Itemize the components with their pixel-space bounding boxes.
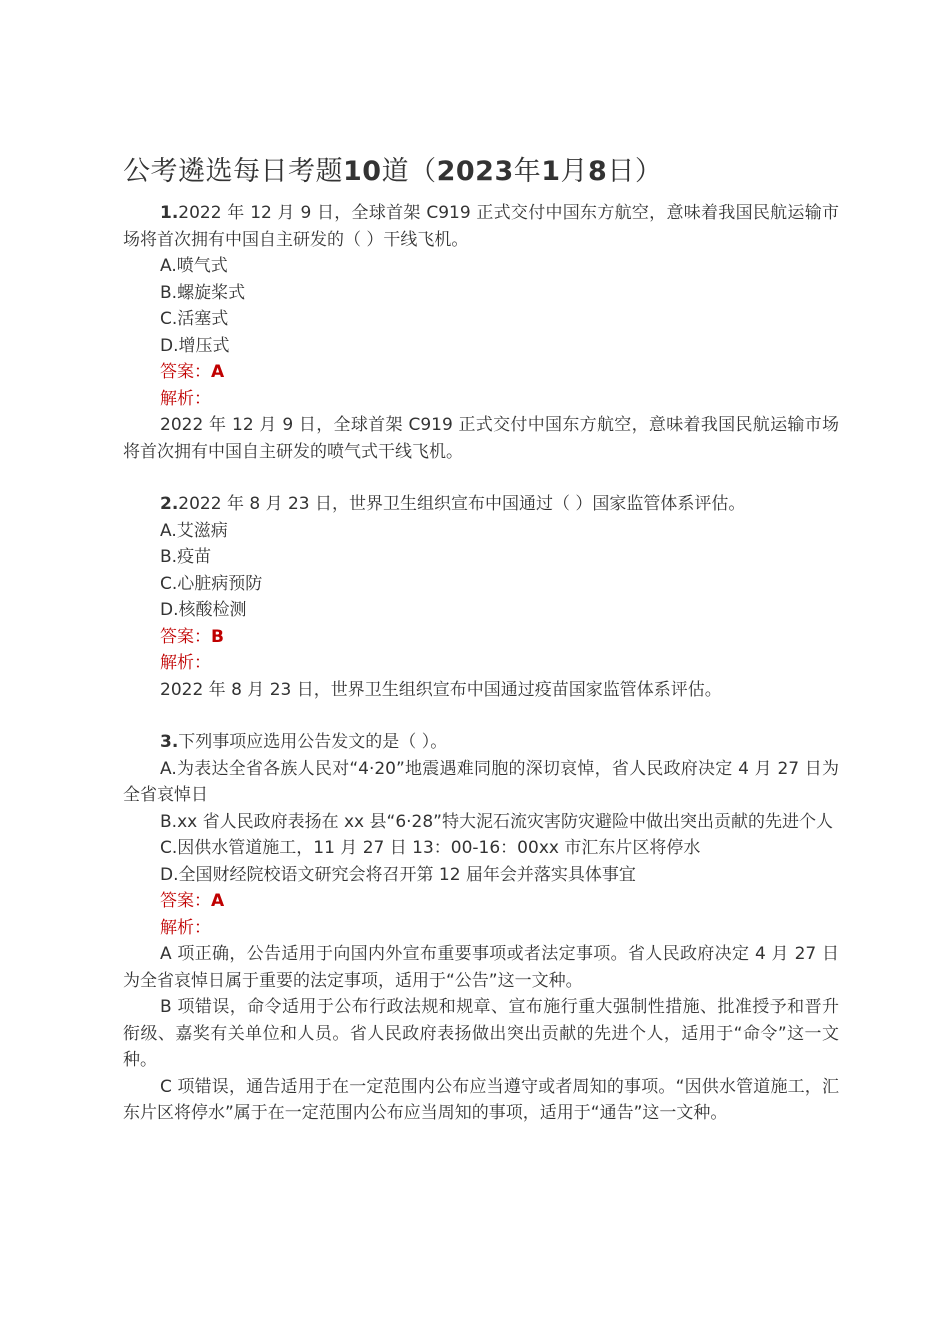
document-page [123, 152, 839, 1127]
question-1 [123, 200, 839, 465]
spacer [123, 465, 839, 491]
title-ri: 日） [607, 156, 663, 187]
question-stem [123, 200, 839, 253]
option-c: C.活塞式 [160, 309, 229, 329]
answer-label: 答案： [160, 362, 211, 382]
page-title [123, 152, 839, 192]
spacer [123, 703, 839, 729]
analysis-label: 解析： [160, 917, 211, 938]
option-a: A.喷气式 [160, 256, 228, 276]
answer-line [123, 359, 839, 386]
option-d: D.全国财经院校语文研究会将召开第 12 届年会并落实具体事宜 [160, 864, 636, 885]
option-c: C.心脏病预防 [160, 573, 263, 594]
analysis-paragraph: B 项错误，命令适用于公布行政法规和规章、宣布施行重大强制性措施、批准授予和晋升衔级、嘉奖有关单位和人员。省人民政府表扬做出突出贡献的先进个人，适用于“命令”这一文种。 [123, 997, 839, 1070]
title-nian: 年 [513, 156, 542, 187]
answer-value: B [211, 626, 224, 647]
option-b: B.疫苗 [160, 547, 212, 567]
answer-line [123, 624, 839, 651]
option-d: D.核酸检测 [160, 600, 247, 620]
title-mid: 道（ [381, 156, 437, 187]
question-number: 2. [160, 494, 179, 514]
option-a: A.艾滋病 [160, 520, 228, 541]
title-day: 8 [588, 156, 608, 187]
question-text: 2022 年 12 月 9 日，全球首架 C919 正式交付中国东方航空，意味着我国民航运输市场将首次拥有中国自主研发的（ ）干线飞机。 [123, 203, 839, 250]
question-text: 2022 年 8 月 23 日，世界卫生组织宣布中国通过（ ）国家监管体系评估。 [178, 494, 746, 514]
title-month: 1 [541, 156, 561, 187]
answer-value: A [211, 891, 225, 911]
question-2 [123, 491, 839, 703]
analysis-paragraph: A 项正确，公告适用于向国内外宣布重要事项或者法定事项。省人民政府决定 4 月 27 日为全省哀悼日属于重要的法定事项，适用于“公告”这一文种。 [123, 944, 839, 991]
question-text: 下列事项应选用公告发文的是（ ）。 [178, 732, 448, 752]
question-3 [123, 729, 839, 1127]
question-number: 3. [160, 732, 179, 752]
answer-label: 答案： [160, 891, 211, 911]
analysis-label: 解析： [160, 653, 211, 673]
option-a: A.为表达全省各族人民对“4·20”地震遇难同胞的深切哀悼，省人民政府决定 4 月 27 日为全省哀悼日 [123, 758, 839, 805]
title-yue: 月 [560, 156, 589, 187]
title-count: 10 [343, 156, 382, 187]
analysis-paragraph: 2022 年 8 月 23 日，世界卫生组织宣布中国通过疫苗国家监管体系评估。 [160, 679, 722, 700]
title-year: 2023 [436, 156, 514, 187]
question-number: 1. [160, 203, 179, 223]
title-prefix: 公考遴选每日考题 [123, 156, 343, 187]
question-stem [123, 491, 839, 518]
analysis-paragraph: C 项错误，通告适用于在一定范围内公布应当遵守或者周知的事项。“因供水管道施工，汇东片区将停水”属于在一定范围内公布应当周知的事项，适用于“通告”这一文种。 [123, 1076, 839, 1123]
answer-label: 答案： [160, 626, 211, 647]
question-stem [123, 729, 839, 756]
answer-value: A [211, 362, 225, 382]
analysis-paragraph: 2022 年 12 月 9 日，全球首架 C919 正式交付中国东方航空，意味着我国民航运输市场将首次拥有中国自主研发的喷气式干线飞机。 [123, 415, 839, 462]
option-b: B.xx 省人民政府表扬在 xx 县“6·28”特大泥石流灾害防灾避险中做出突出贡献的先进个人 [160, 811, 833, 832]
option-c: C.因供水管道施工，11 月 27 日 13：00-16：00xx 市汇东片区将停水 [160, 838, 701, 858]
option-b: B.螺旋桨式 [160, 282, 246, 303]
option-d: D.增压式 [160, 335, 230, 356]
answer-line [123, 888, 839, 915]
analysis-label: 解析： [160, 388, 211, 409]
